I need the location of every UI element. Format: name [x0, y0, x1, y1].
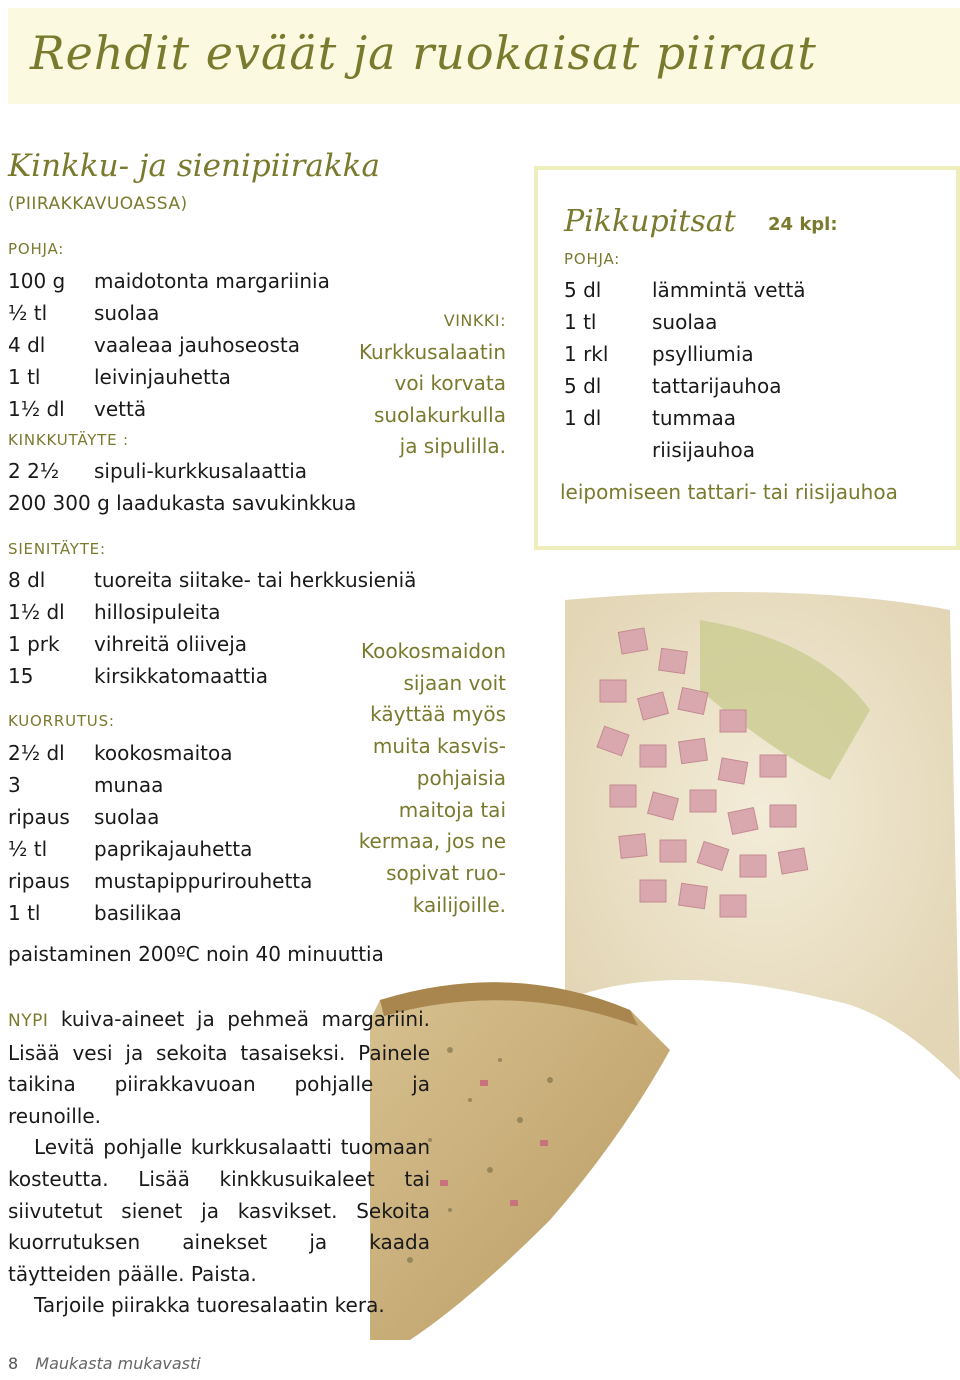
mini-pizza-footnote: leipomiseen tattari- tai riisijauhoa	[560, 480, 898, 504]
ingredient-name: tattarijauhoa	[652, 374, 782, 398]
instruction-paragraph	[8, 1004, 430, 1132]
coconut-note-line: kailijoille.	[412, 892, 506, 917]
ingredient-name: hillosipuleita	[94, 600, 221, 624]
tip-line: voi korvata	[394, 371, 506, 395]
ingredient-name: munaa	[94, 773, 164, 797]
ingredient-amount: 5 dl	[564, 374, 602, 398]
mini-pizza-title: Pikkupitsat	[564, 204, 736, 239]
ingredient-name: tuoreita siitake- tai herkkusieniä	[94, 568, 417, 592]
instructions	[8, 1004, 430, 1322]
ingredient-row	[8, 596, 388, 628]
ingredient-row	[8, 564, 417, 596]
ingredient-name: sipuli-kurkkusalaattia	[94, 459, 308, 483]
ingredient-name: vihreitä oliiveja	[94, 632, 248, 656]
ingredient-row	[564, 338, 944, 370]
ingredient-row	[8, 769, 388, 801]
ingredient-amount: 1½ dl	[8, 397, 65, 421]
coconut-note-line: muita kasvis-	[372, 734, 506, 759]
ingredient-name: mustapippurirouhetta	[94, 869, 313, 893]
mushroom-ingredient-list	[8, 564, 417, 692]
ingredient-amount: ½ tl	[8, 837, 48, 861]
ingredient-name: suolaa	[94, 301, 160, 325]
coconut-note-line: Kookosmaidon	[360, 639, 506, 663]
instruction-text: kuiva-aineet ja pehmeä margariini. Lisää vesi ja sekoita tasaiseksi. Painele taikina piirakkavuoan pohjalle ja reunoille.	[8, 1007, 430, 1128]
recipe-subtitle: (PIIRAKKAVUOASSA)	[8, 194, 188, 214]
tip-box	[330, 305, 506, 463]
ingredient-name: riisijauhoa	[652, 438, 755, 462]
ingredient-row	[8, 487, 388, 519]
tip-line: Kurkkusalaatin	[358, 339, 506, 364]
page-number: 8	[8, 1354, 19, 1373]
ingredient-name: basilikaa	[94, 901, 182, 925]
publication-name: Maukasta mukavasti	[35, 1354, 201, 1373]
mushroom-section-label: SIENITÄYTE:	[8, 540, 106, 558]
topping-section-label: KUORRUTUS:	[8, 712, 115, 730]
ingredient-row	[8, 865, 388, 897]
instruction-first-word: NYPI	[8, 1011, 49, 1031]
ingredient-name: paprikajauhetta	[94, 837, 253, 861]
coconut-note-line: pohjaisia	[416, 765, 506, 790]
ingredient-amount: 1 tl	[8, 365, 41, 389]
mini-pizza-box	[534, 166, 960, 550]
ingredient-row	[564, 434, 944, 466]
mini-pizza-quantity: 24 kpl:	[768, 214, 838, 235]
page-footer	[8, 1354, 201, 1373]
ingredient-amount: ripaus	[8, 805, 70, 829]
ingredient-row	[564, 370, 944, 402]
ingredient-row	[8, 833, 388, 865]
coconut-note-line: sopivat ruo-	[386, 860, 506, 885]
ingredient-name: lämmintä vettä	[652, 278, 806, 302]
ingredient-row	[564, 402, 944, 434]
pie-photo	[370, 580, 960, 1340]
ingredient-row	[564, 274, 944, 306]
ingredient-name: tummaa	[652, 406, 736, 430]
page-title: Rehdit eväät ja ruokaisat piiraat	[30, 26, 817, 80]
instruction-paragraph: Tarjoile piirakka tuoresalaatin kera.	[34, 1293, 385, 1318]
ingredient-name: psylliumia	[652, 342, 754, 366]
ingredient-name: vettä	[94, 397, 147, 421]
ingredient-amount: 1 prk	[8, 632, 60, 656]
ingredient-name: suolaa	[94, 805, 160, 829]
ingredient-name: kookosmaitoa	[94, 741, 233, 765]
coconut-note-line: kermaa, jos ne	[358, 829, 506, 854]
tip-label: VINKKI:	[443, 311, 506, 330]
tip-line: ja sipulilla.	[399, 434, 506, 458]
ingredient-amount: 1 tl	[564, 310, 597, 334]
ingredient-amount: 4 dl	[8, 333, 46, 357]
coconut-note-line: käyttää myös	[370, 702, 506, 727]
coconut-note-line: maitoja tai	[398, 797, 506, 822]
baking-note: paistaminen 200ºC noin 40 minuuttia	[8, 942, 384, 966]
ingredient-row	[8, 265, 388, 297]
ingredient-name: leivinjauhetta	[94, 365, 231, 389]
ingredient-name: 200 300 g laadukasta savukinkkua	[8, 491, 357, 515]
ingredient-amount: 15	[8, 664, 34, 688]
mini-pizza-base-label: POHJA:	[564, 250, 621, 268]
ingredient-name: suolaa	[652, 310, 718, 334]
ingredient-row	[8, 628, 388, 660]
ingredient-amount: 100 g	[8, 269, 66, 293]
ingredient-amount: 1 rkl	[564, 342, 609, 366]
ingredient-amount: 1½ dl	[8, 600, 65, 624]
ingredient-row	[8, 737, 388, 769]
ingredient-amount: 5 dl	[564, 278, 602, 302]
ingredient-name: maidotonta margariinia	[94, 269, 330, 293]
ingredient-row	[8, 660, 388, 692]
recipe-title: Kinkku- ja sienipiirakka	[8, 148, 380, 184]
ingredient-amount: 3	[8, 773, 21, 797]
ingredient-amount: ripaus	[8, 869, 70, 893]
tip-line: suolakurkulla	[373, 402, 506, 427]
ingredient-row	[8, 897, 388, 929]
mini-pizza-ingredient-list	[564, 274, 944, 466]
ingredient-amount: 8 dl	[8, 568, 46, 592]
ingredient-amount: 2 2½	[8, 459, 60, 483]
ingredient-row	[564, 306, 944, 338]
ingredient-amount: ½ tl	[8, 301, 48, 325]
topping-ingredient-list	[8, 737, 388, 929]
ham-section-label: KINKKUTÄYTE :	[8, 431, 129, 449]
instruction-paragraph: Levitä pohjalle kurkkusalaatti tuomaan kosteutta. Lisää kinkkusuikaleet tai siivutetut sienet ja kasvikset. Sekoita kuorrutuksen ainekset ja kaada täytteiden päälle. Paista.	[8, 1135, 430, 1286]
ingredient-row	[8, 801, 388, 833]
ingredient-amount: 2½ dl	[8, 741, 65, 765]
base-section-label: POHJA:	[8, 240, 65, 258]
ingredient-amount: 1 tl	[8, 901, 41, 925]
ham-ingredient-list	[8, 455, 388, 519]
coconut-note-line: sijaan voit	[403, 670, 506, 695]
ingredient-name: vaaleaa jauhoseosta	[94, 333, 300, 357]
ingredient-amount: 1 dl	[564, 406, 602, 430]
ingredient-name: kirsikkatomaattia	[94, 664, 268, 688]
